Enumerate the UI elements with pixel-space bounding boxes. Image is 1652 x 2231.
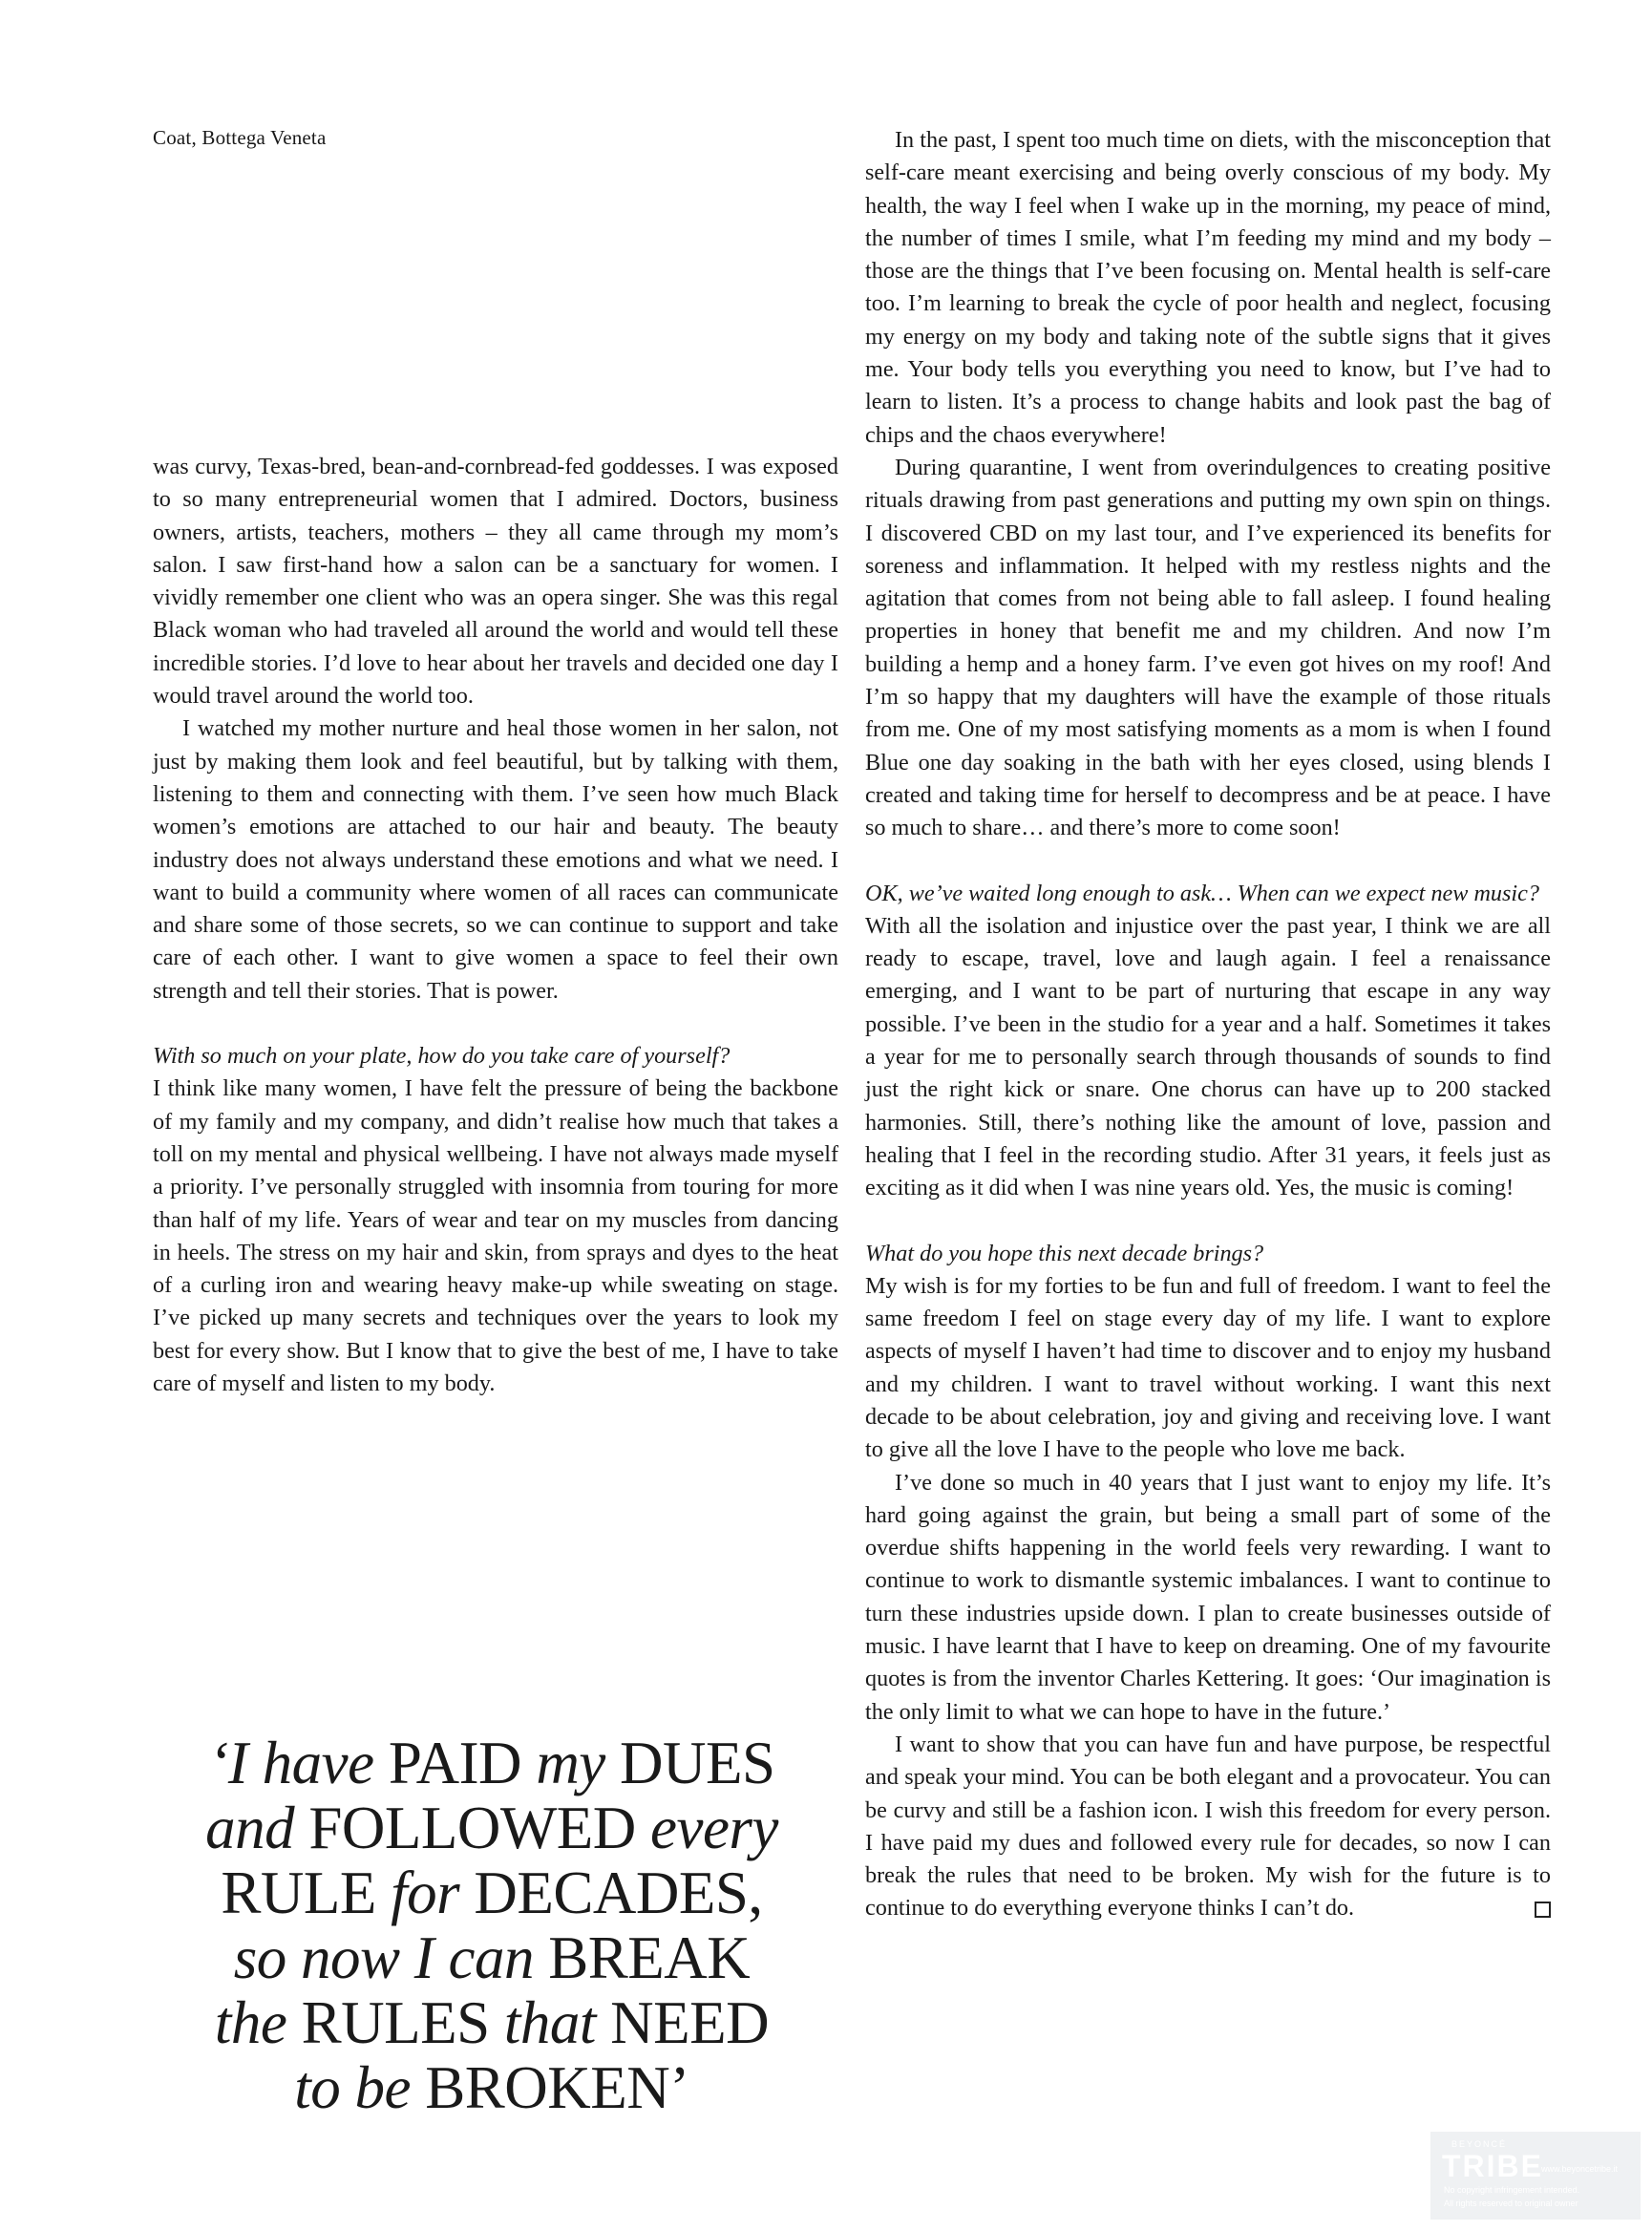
watermark-note: All rights reserved to original owner	[1444, 2199, 1578, 2208]
pull-quote-line: ‘I have PAID my DUES	[208, 1730, 775, 1796]
watermark-small-text: BEYONCÉ	[1451, 2139, 1508, 2149]
body-paragraph: I watched my mother nurture and heal those women in her salon, not just by making them look and feel beautiful, but by talking with them, listening to them and connecting with them. I’ve seen how much Black women’s emotions are attached to our hair and beauty. The beauty industry does not always understand these emotions and what we need. I want to build a community where women of all races can communicate and share some of those secrets, so we can continue to support and take care of each other. I want to give women a space to feel their own strength and tell their stories. That is power.	[153, 715, 838, 1004]
left-column	[153, 451, 838, 1400]
pull-quote-line: RULE for DECADES,	[221, 1859, 763, 1926]
pull-quote-line: so now I can BREAK	[233, 1924, 751, 1991]
watermark-url: www.beyoncetribe.it	[1541, 2164, 1619, 2174]
interview-answer: My wish is for my forties to be fun and full of freedom. I want to feel the same freedom I feel on stage every day of my life. I want to explore aspects of myself I haven’t had time to discover and to enjoy my husband and my children. I want to travel without working. I want this next decade to be about celebration, joy and giving and receiving love. I want to give all the love I have to the people who love me back.	[865, 1272, 1551, 1463]
interview-answer: I’ve done so much in 40 years that I just want to enjoy my life. It’s hard going against the grain, but being a small part of some of the overdue shifts happening in the world feels very rewarding. I want to continue to work to dismantle systemic imbalances. I want to continue to turn these industries upside down. I plan to create businesses outside of music. I have learnt that I have to keep on dreaming. One of my favourite quotes is from the inventor Charles Kettering. It goes: ‘Our imagination is the only limit to what we can hope to have in the future.’	[865, 1469, 1551, 1725]
watermark-note: No copyright infringement intended.	[1444, 2185, 1580, 2195]
interview-answer: I think like many women, I have felt the pressure of being the backbone of my family and my company, and didn’t realise how much that takes a toll on my mental and physical wellbeing. I have not always made myself a priority. I’ve personally struggled with insomnia from touring for more than half of my life. Years of wear and tear on my muscles from dancing in heels. The stress on my hair and skin, from sprays and dyes to the heat of a curling iron and wearing heavy make-up while sweating on stage. I’ve picked up many secrets and techniques over the years to look my best for every show. But I know that to give the best of me, I have to take care of myself and listen to my body.	[153, 1075, 838, 1397]
pull-quote-line: to be BROKEN’	[294, 2054, 689, 2121]
interview-question: OK, we’ve waited long enough to ask… When can we expect new music?	[865, 880, 1539, 906]
pull-quote-line: and FOLLOWED every	[205, 1795, 778, 1861]
pull-quote-line: the RULES that NEED	[214, 1989, 770, 2056]
interview-question: What do you hope this next decade brings?	[865, 1240, 1264, 1266]
closing-text: I want to show that you can have fun and have purpose, be respectful and speak your mind. You can be both elegant and a provocateur. You can be curvy and still be a fashion icon. I wish this freedom for every person. I have paid my dues and followed every rule for decades, so now I can break the rules that need to be broken. My wish for the future is to continue to do everything everyone thinks I can’t do.	[865, 1731, 1551, 1922]
interview-answer: With all the isolation and injustice over the past year, I think we are all ready to escape, travel, love and laugh again. I feel a renaissance emerging, and I want to be part of nurturing that escape in any way possible. I’ve been in the studio for a year and a half. Sometimes it takes a year for me to personally search through thousands of sounds to find just the right kick or snare. One chorus can have up to 200 stacked harmonies. Still, there’s nothing like the amount of love, passion and healing that I feel in the recording studio. After 31 years, it feels just as exciting as it did when I was nine years old. Yes, the music is coming!	[865, 912, 1551, 1201]
body-paragraph: In the past, I spent too much time on diets, with the misconception that self-care meant exercising and being overly conscious of my body. My health, the way I feel when I wake up in the morning, my peace of mind, the number of times I smile, what I’m feeding my mind and my body – those are the things that I’ve been focusing on. Mental health is self-care too. I’m learning to break the cycle of poor health and neglect, focusing my energy on my body and taking note of the subtle signs that it gives me. Your body tells you everything you need to know, but I’ve had to learn to listen. It’s a process to change habits and look past the bag of chips and the chaos everywhere!	[865, 127, 1551, 448]
body-paragraph: was curvy, Texas-bred, bean-and-cornbread-fed goddesses. I was exposed to so many entrepreneurial women that I admired. Doctors, business owners, artists, teachers, mothers – they all came through my mom’s salon. I saw first-hand how a salon can be a sanctuary for women. I vividly remember one client who was an opera singer. She was this regal Black woman who had traveled all around the world and would tell these incredible stories. I’d love to hear about her travels and decided one day I would travel around the world too.	[153, 454, 838, 710]
pull-quote	[143, 1731, 840, 2120]
photo-caption: Coat, Bottega Veneta	[153, 126, 327, 149]
interview-answer	[865, 1729, 1551, 1925]
watermark-title: TRIBE	[1442, 2149, 1543, 2183]
body-paragraph: During quarantine, I went from overindulgences to creating positive rituals drawing from past generations and putting my own spin on things. I discovered CBD on my last tour, and I’ve experienced its benefits for soreness and inflammation. It helped with my restless nights and the agitation that comes from not being able to fall asleep. I found healing properties in honey that benefit me and my children. And now I’m building a hemp and a honey farm. I’ve even got hives on my roof! And I’m so happy that my daughters will have the example of those rituals from me. One of my most satisfying moments as a mom is when I found Blue one day soaking in the bath with her eyes closed, using blends I created and taking time for herself to decompress and be at peace. I have so much to share… and there’s more to come soon!	[865, 454, 1551, 841]
watermark-logo	[1430, 2132, 1641, 2220]
interview-question: With so much on your plate, how do you take care of yourself?	[153, 1043, 731, 1070]
right-column	[865, 124, 1551, 1925]
end-mark-icon	[1535, 1902, 1551, 1918]
